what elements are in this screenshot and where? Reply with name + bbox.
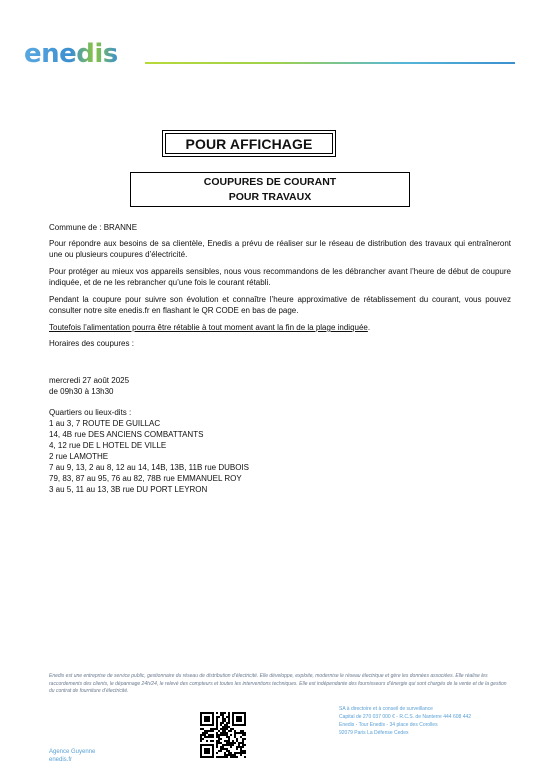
company-info bbox=[339, 705, 471, 737]
areas-heading: Quartiers ou lieux-dits : bbox=[49, 408, 132, 417]
qr-code[interactable] bbox=[200, 712, 246, 758]
area-item: 2 rue LAMOTHE bbox=[49, 452, 109, 461]
notice-subtitle-line1: COUPURES DE COURANT bbox=[203, 175, 337, 188]
svg-text:enedis: enedis bbox=[24, 39, 118, 68]
restoration-notice-text: Toutefois l’alimentation pourra être rétablie à tout moment avant la fin de la plage indiquée bbox=[49, 323, 368, 332]
area-item: 14, 4B rue DES ANCIENS COMBATTANTS bbox=[49, 430, 204, 439]
area-item: 1 au 3, 7 ROUTE DE GUILLAC bbox=[49, 419, 161, 428]
legal-notice: Enedis est une entreprise de service public, gestionnaire du réseau de distribution d’électricité. Elle développe, exploite, modernise le réseau électrique et gère les données associées. Elle réalise les raccordements des clients, le dépannage 24h/24, le relevé des compteurs et toutes les interventions techniques. Elle est indépendante des fournisseurs d’énergie qui sont chargés de la vente et de la gestion du contrat de fourniture d’électricité. bbox=[49, 673, 507, 694]
area-item: 4, 12 rue DE L HOTEL DE VILLE bbox=[49, 441, 167, 450]
commune: Commune de : BRANNE bbox=[49, 223, 138, 232]
outage-date: mercredi 27 août 2025 bbox=[49, 376, 130, 385]
agency-info bbox=[49, 748, 95, 764]
area-item: 7 au 9, 13, 2 au 8, 12 au 14, 14B, 13B, 11B rue DUBOIS bbox=[49, 463, 249, 472]
tracking-paragraph: Pendant la coupure pour suivre son évolution et connaître l’heure approximative de rétablissement du courant, vous pouvez consulter notre site enedis.fr en flashant le QR CODE en bas de page. bbox=[49, 295, 511, 315]
agency-website[interactable]: enedis.fr bbox=[49, 757, 73, 763]
area-item: 3 au 5, 11 au 13, 3B rue DU PORT LEYRON bbox=[49, 485, 208, 494]
restoration-notice-period: . bbox=[367, 323, 371, 332]
intro-paragraph: Pour répondre aux besoins de sa clientèle, Enedis a prévu de réaliser sur le réseau de distribution des travaux qui entraîneront une ou plusieurs coupures d’électricité. bbox=[49, 239, 511, 259]
notice-label-box bbox=[162, 130, 336, 157]
agency-name: Agence Guyenne bbox=[49, 749, 96, 755]
enedis-logo bbox=[24, 38, 142, 68]
company-line: Capital de 270 037 000 € - R.C.S. de Nanterre 444 608 442 bbox=[339, 714, 472, 720]
outage-time: de 09h30 à 13h30 bbox=[49, 387, 114, 396]
notice-subtitle-box bbox=[130, 172, 410, 207]
notice-label: POUR AFFICHAGE bbox=[165, 133, 333, 154]
notice-body bbox=[49, 222, 511, 495]
company-line: SA à directoire et à conseil de surveillance bbox=[339, 706, 433, 712]
company-line: 92079 Paris La Défense Cedex bbox=[339, 730, 409, 736]
restoration-notice bbox=[49, 322, 511, 333]
advice-paragraph: Pour protéger au mieux vos appareils sensibles, nous vous recommandons de les débrancher avant l’heure de début de coupure indiquée, et de ne les rebrancher qu’une fois le courant rétabli. bbox=[49, 267, 511, 287]
header-rule bbox=[145, 62, 515, 64]
schedule-heading: Horaires des coupures : bbox=[49, 339, 134, 348]
notice-subtitle-line2: POUR TRAVAUX bbox=[228, 190, 312, 203]
area-item: 79, 83, 87 au 95, 76 au 82, 78B rue EMMANUEL ROY bbox=[49, 474, 242, 483]
company-line: Enedis - Tour Enedis - 34 place des Corolles bbox=[339, 722, 438, 728]
